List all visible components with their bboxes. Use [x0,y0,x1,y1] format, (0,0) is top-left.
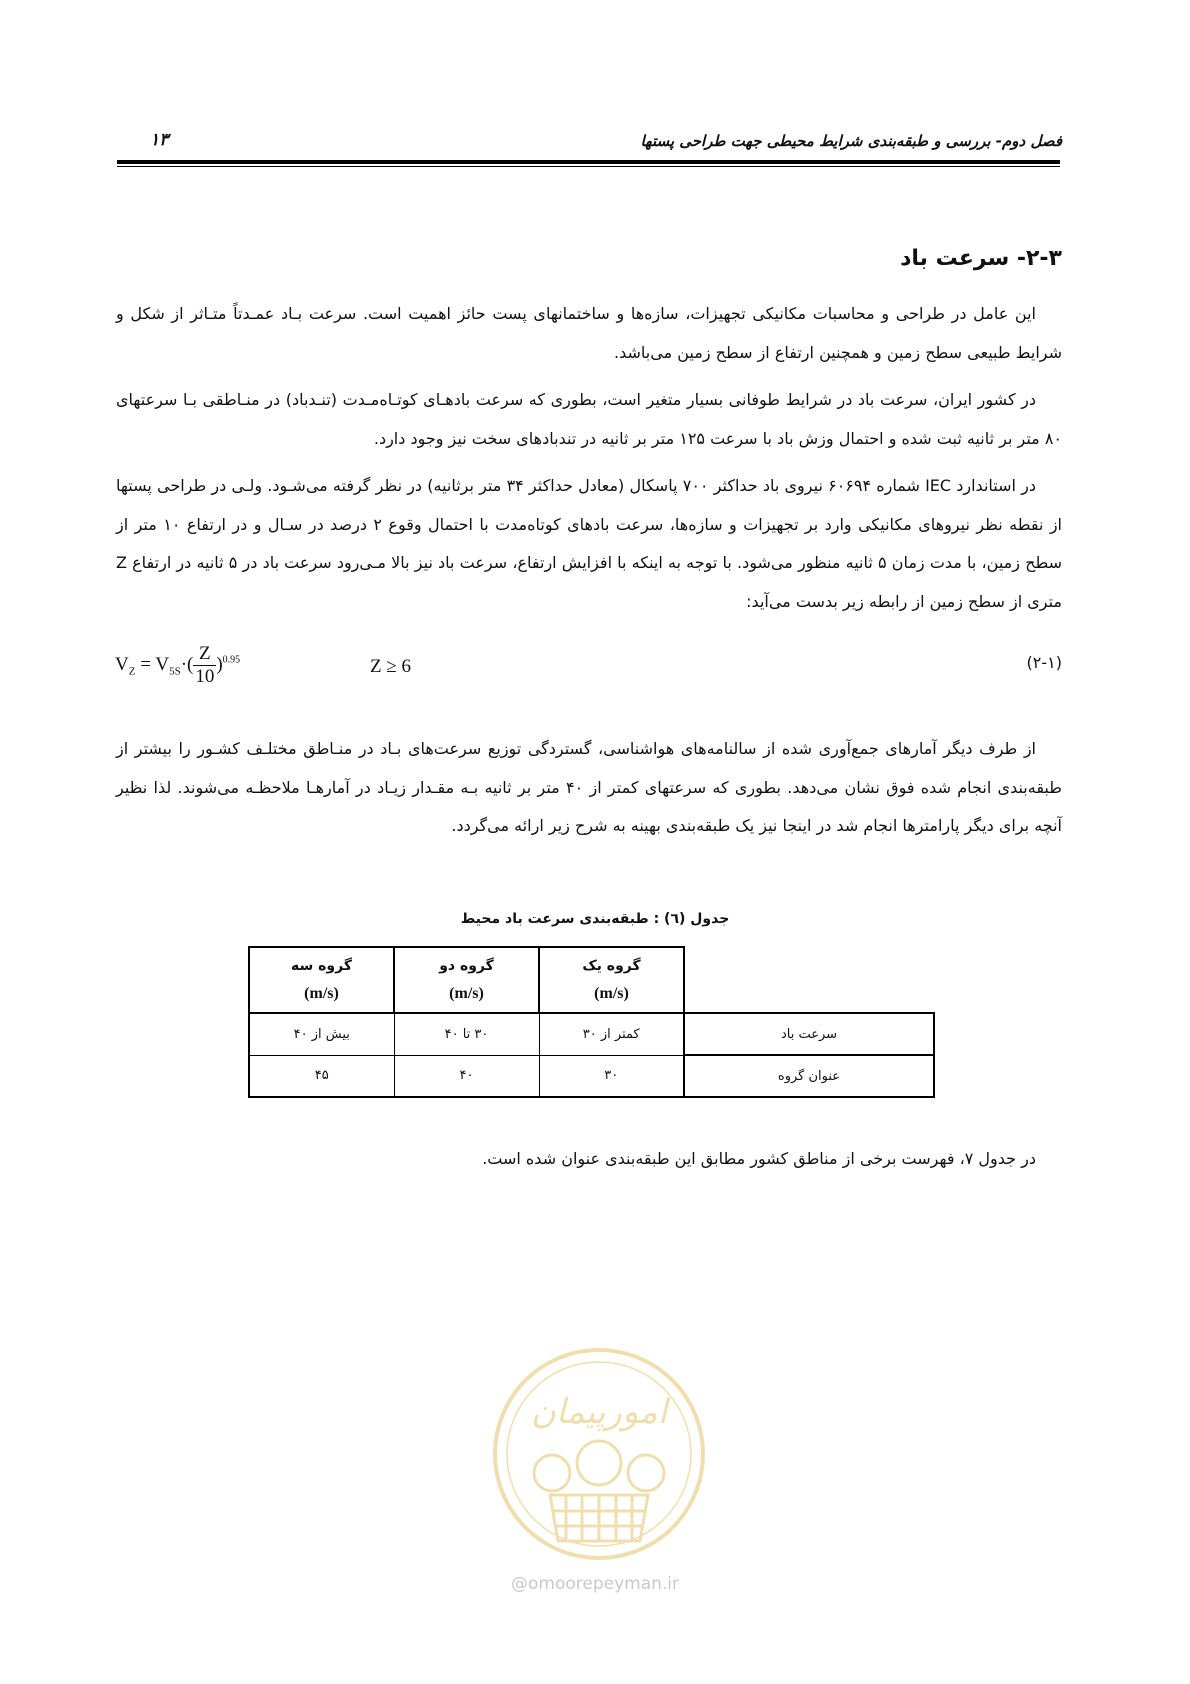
table-cell: ۴۰ [394,1055,539,1097]
formula-eq: = V [135,653,170,675]
watermark-logo [490,1345,708,1563]
table-caption: جدول (٦) : طبقه‌بندی سرعت باد محیط [460,911,730,927]
header-unit: (m/s) [594,985,629,1002]
formula-fraction [193,643,216,688]
header-group-1 [539,947,684,1013]
paragraph-text: در استاندارد IEC شماره ۶۰۶۹۴ نیروی باد حداکثر ۷۰۰ پاسکال (معادل حداکثر ۳۴ متر برثانیه) در نظر گرفته می‌شـود. ولـی در طراحی پستها از نقطه نظر نیروهای مکانیکی وارد بر تجهیزات و سازه‌ها، سرعت بادهای کوتاه‌مدت با احتمال وقوع ۲ درصد در سـال و در ارتفاع ۱۰ متر از سطح زمین، با مدت زمان ۵ ثانیه منظور می‌شود. با توجه به اینکه با افزایش ارتفاع، سرعت باد نیز بالا مـی‌رود سرعت باد در ۵ ثانیه در ارتفاع Z متری از سطح زمین از رابطه زیر بدست می‌آید: [116,476,1062,611]
header-label: گروه دو [439,958,494,974]
table-row [249,1013,934,1055]
row-label: سرعت باد [684,1013,934,1055]
header-label: گروه سه [291,958,352,974]
paragraph-text: این عامل در طراحی و محاسبات مکانیکی تجهیزات، سازه‌ها و ساختمانهای پست حائز اهمیت است. سرعت بـاد عمـدتاً متـاثر از شکل و شرایط طبیعی سطح زمین و همچنین ارتفاع از سطح زمین می‌باشد. [116,304,1062,362]
table-cell: ۳۰ تا ۴۰ [394,1013,539,1055]
formula-numerator: Z [193,643,216,666]
running-header-title: فصل دوم- بررسی و طبقه‌بندی شرایط محیطی جهت طراحی پستها [640,132,1062,150]
watermark-logo-text: امورپیمان [530,1392,668,1432]
header-rule-thin [117,166,1060,167]
paragraph-1 [116,295,1062,372]
table-cell: بیش از ۴۰ [249,1013,394,1055]
paragraph-3 [116,467,1062,621]
formula-exponent: 0.95 [222,654,241,666]
formula-lhs-sub: Z [128,665,136,678]
table-header-row [249,947,934,1013]
paragraph-text: از طرف دیگر آمارهای جمع‌آوری شده از سالنامه‌های هواشناسی، گستردگی توزیع سرعت‌های بـاد در منـاطق مختلـف کشـور را بیشتر از طبقه‌بندی انجام شده فوق نشان می‌دهد. بطوری که سرعتهای کمتر از ۴۰ متر بر ثانیه بـه مقـدار زیـاد در آمارهـا ملاحظـه می‌شوند. لذا نظیر آنچه برای دیگر پارامترها انجام شد در اینجا نیز یک طبقه‌بندی بهینه به شرح زیر ارائه می‌گردد. [116,739,1062,835]
table-corner [684,947,934,1013]
closing-paragraph [116,1140,1062,1179]
formula-lhs: V [115,653,129,675]
formula-condition: Z ≥ 6 [370,656,412,677]
header-group-2 [394,947,539,1013]
formula-v-sub: 5S [169,665,181,678]
table-row [249,1055,934,1097]
page-number: ۱۳ [150,130,169,150]
paragraph-2 [116,381,1062,458]
paragraph-text: در کشور ایران، سرعت باد در شرایط طوفانی بسیار متغیر است، بطوری که سرعت بادهـای کوتـاه‌مـدت (تنـدباد) در منـاطقی بـا سرعتهای ۸۰ متر بر ثانیه ثبت شده و احتمال وزش باد با سرعت ۱۲۵ متر بر ثانیه در تندبادهای سخت نیز وجود دارد. [116,390,1062,448]
header-label: گروه یک [582,958,641,974]
header-unit: (m/s) [449,985,484,1002]
table-cell: ۳۰ [539,1055,684,1097]
table-cell: کمتر از ۳۰ [539,1013,684,1055]
wind-speed-formula [115,643,240,688]
equation-number: (۲-۱) [1026,653,1062,672]
formula-dot: ·( [180,653,194,675]
section-heading: ۲-۳- سرعت باد [900,246,1062,271]
header-group-3 [249,947,394,1013]
formula-denominator: 10 [195,666,215,687]
paragraph-4 [116,730,1062,846]
wind-classification-table [248,946,935,1098]
paragraph-text: در جدول ۷، فهرست برخی از مناطق کشور مطابق این طبقه‌بندی عنوان شده است. [482,1149,1036,1168]
row-label: عنوان گروه [684,1055,934,1097]
watermark-url: @omoorepeyman.ir [510,1574,680,1594]
header-rule-thick [117,160,1060,164]
header-unit: (m/s) [304,985,339,1002]
table-cell: ۴۵ [249,1055,394,1097]
formula-close: ) [216,653,223,675]
